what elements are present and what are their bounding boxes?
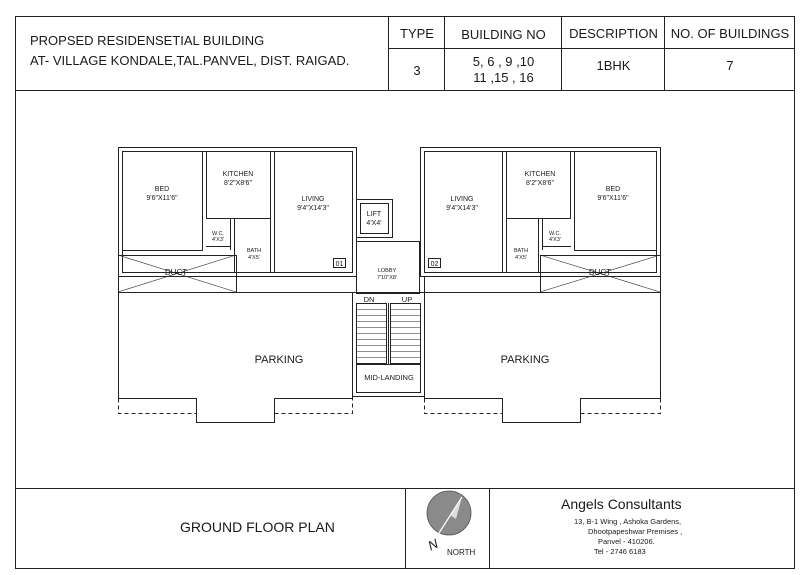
right-kitchen-size: 8'2"X8'6" [526,180,554,187]
no-of-buildings-header: NO. OF BUILDINGS [670,26,790,41]
left-unit-outer-wall [119,148,357,277]
right-kitchen-label: KITCHEN [524,171,556,178]
north-label: NORTH [447,548,476,557]
building-no-header: BUILDING NO [461,27,546,42]
address-line-1: 13, B-1 Wing , Ashoka Gardens, [574,517,682,526]
left-kitchen-size: 8'2"X8'6" [224,180,252,187]
right-parking-label: PARKING [500,354,550,366]
left-bath-size: 4'X5' [248,255,260,261]
lift-shaft [357,200,393,238]
right-bath-size: 4'X5' [515,255,527,261]
right-flat-no: 02 [430,261,439,268]
left-living-label: LIVING [301,196,325,203]
no-of-buildings-value: 7 [726,58,734,73]
lobby-size: 7'10"X8' [377,275,397,281]
left-living-size: 9'4"X14'3" [297,205,329,212]
mid-landing-label: MID-LANDING [364,373,414,382]
lobby-label: LOBBY [377,268,397,274]
type-header: TYPE [400,26,434,41]
building-no-value-line2: 11 ,15 , 16 [473,70,534,85]
address-line-3: Panvel - 410206. [598,537,655,546]
building-no-value-line1: 5, 6 , 9 ,10 [472,54,535,69]
left-bed-label: BED [154,186,170,193]
left-parking-outline [119,293,353,423]
right-living-label: LIVING [450,196,474,203]
type-value: 3 [413,63,421,78]
drawing-title: GROUND FLOOR PLAN [180,519,335,535]
left-bath-label: BATH [246,248,262,254]
right-unit-inner-wall [425,152,657,273]
firm-name: Angels Consultants [561,496,682,512]
description-value: 1BHK [596,58,631,73]
stair-up-label: UP [401,295,413,304]
north-arrow-icon [406,489,490,569]
left-parking-label: PARKING [254,354,304,366]
left-wc-size: 4'X3' [212,237,224,243]
address-line-4: Tel - 2746 6183 [594,547,646,556]
project-location: AT- VILLAGE KONDALE,TAL.PANVEL, DIST. RAIGAD. [30,53,350,68]
north-letter: N [425,535,441,554]
right-duct-label: DUCT [588,268,612,277]
right-bed-size: 9'6"X11'6" [597,195,629,202]
right-wc-label: W.C. [549,231,561,237]
project-title: PROPSED RESIDENSETIAL BUILDING [30,33,265,48]
left-parking-dashed [119,399,197,414]
right-bed-label: BED [605,186,621,193]
right-wc-size: 4'X3' [549,237,561,243]
lift-label: LIFT [366,211,382,218]
address-line-2: Dhootpapeshwar Premises , [588,527,683,536]
left-flat-no: 01 [335,261,344,268]
right-living-size: 9'4"X14'3" [446,205,478,212]
right-parking-dashed [425,399,503,414]
left-duct-label: DUCT [164,268,188,277]
left-wc-label: W.C. [212,231,224,237]
right-bath-label: BATH [513,248,529,254]
description-header: DESCRIPTION [569,26,658,41]
left-bed-size: 9'6"X11'6" [146,195,178,202]
lift-size: 4'X4' [366,220,382,227]
stair-down-label: DN [363,295,375,304]
left-kitchen-label: KITCHEN [222,171,254,178]
left-unit-inner-wall [123,152,353,273]
